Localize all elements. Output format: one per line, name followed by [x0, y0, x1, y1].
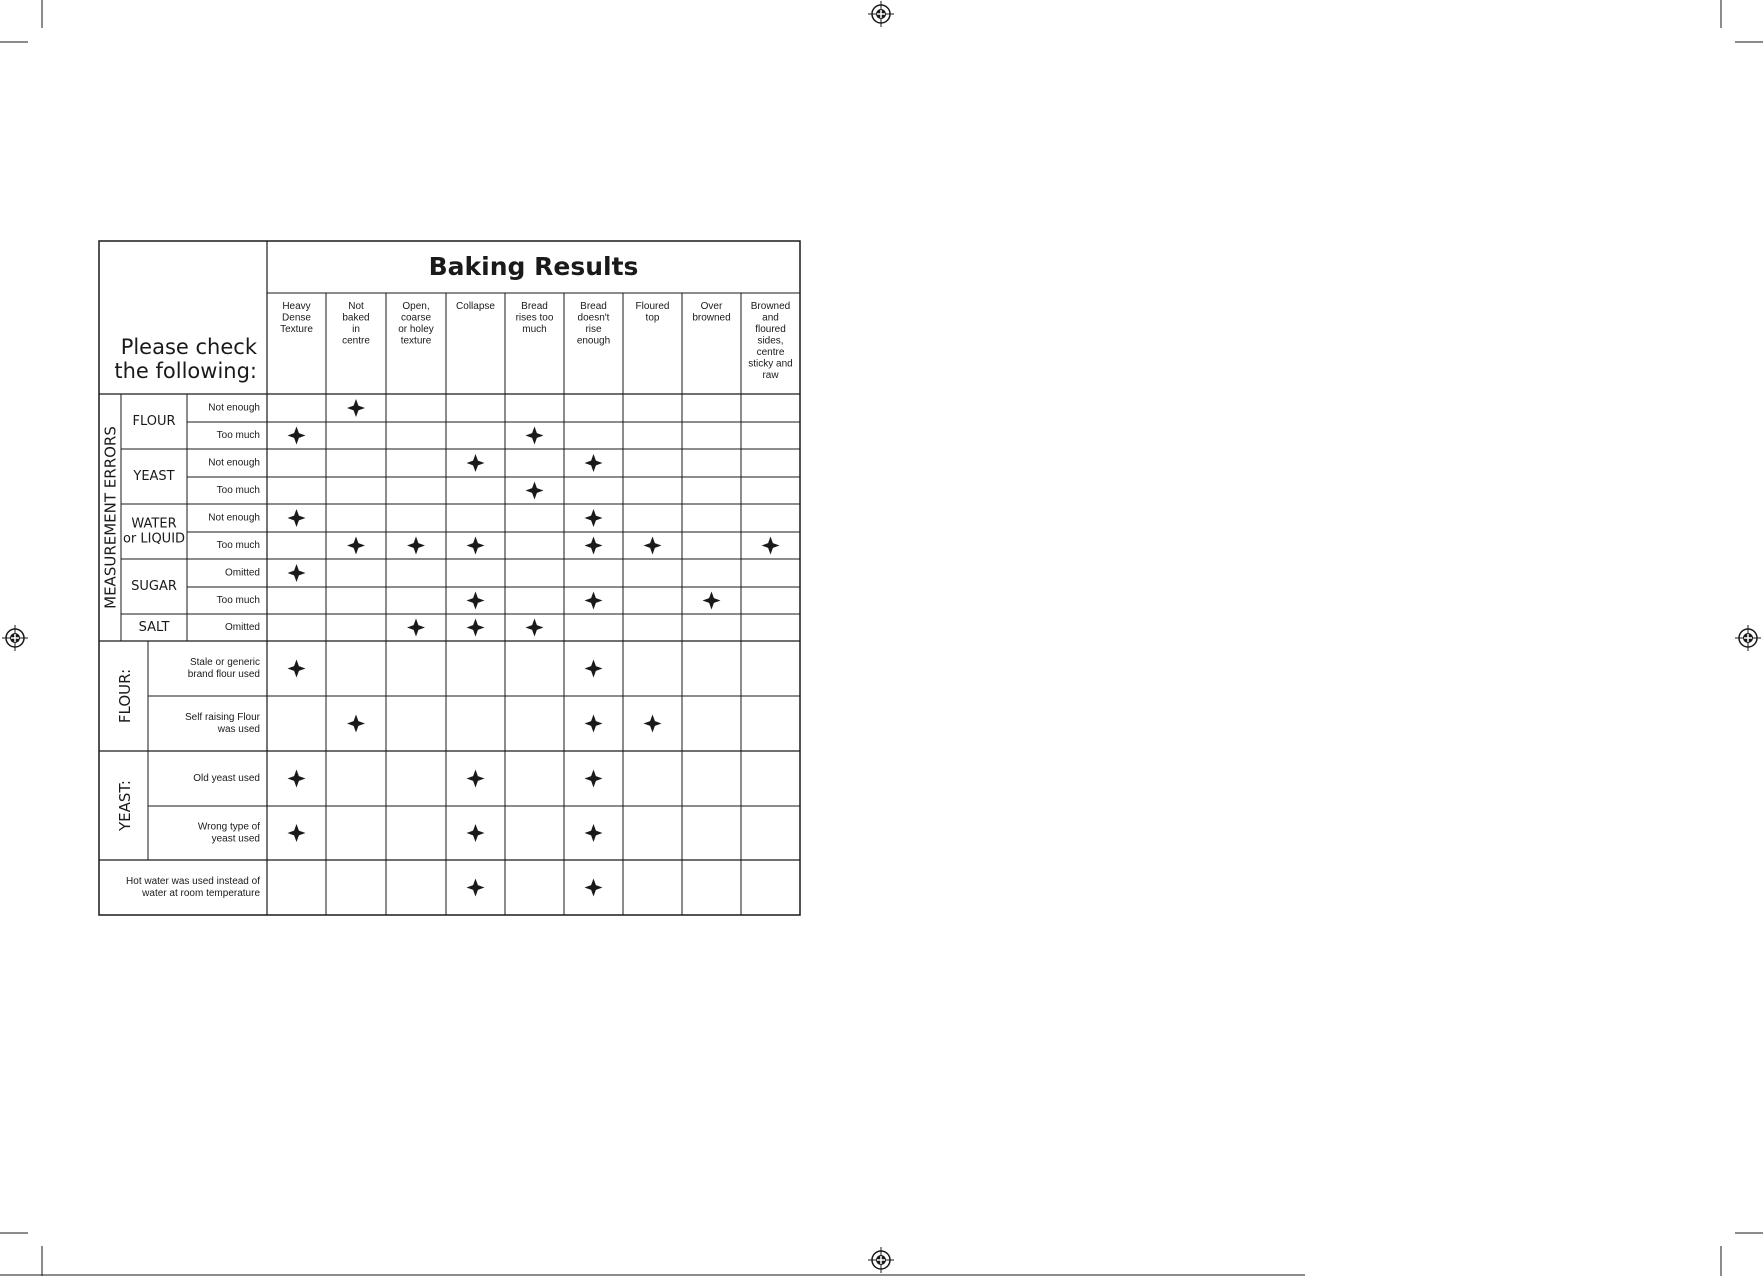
section-title-flour: FLOUR:: [116, 668, 134, 724]
four-point-star-icon: [347, 715, 365, 733]
four-point-star-icon: [467, 619, 485, 637]
four-point-star-icon: [288, 564, 306, 582]
four-point-star-icon: [467, 537, 485, 555]
four-point-star-icon: [407, 537, 425, 555]
four-point-star-icon: [585, 770, 603, 788]
four-point-star-icon: [467, 879, 485, 897]
four-point-star-icon: [762, 537, 780, 555]
four-point-star-icon: [288, 660, 306, 678]
four-point-star-icon: [585, 509, 603, 527]
four-point-star-icon: [585, 537, 603, 555]
please-check-prompt: Please check the following:: [114, 335, 257, 383]
row-label: Wrong type of yeast used: [197, 821, 260, 845]
section-title-yeast: YEAST:: [116, 780, 134, 831]
four-point-star-icon: [288, 770, 306, 788]
four-point-star-icon: [347, 399, 365, 417]
four-point-star-icon: [288, 509, 306, 527]
four-point-star-icon: [585, 879, 603, 897]
row-label: Not enough: [208, 457, 260, 469]
row-label: Stale or generic brand flour used: [187, 657, 260, 681]
column-header: Not baked in centre: [342, 301, 370, 347]
row-label: Too much: [216, 485, 260, 497]
four-point-star-icon: [467, 592, 485, 610]
row-label: Self raising Flour was used: [184, 712, 260, 736]
four-point-star-icon: [526, 427, 544, 445]
four-point-star-icon: [288, 824, 306, 842]
row-label: Too much: [216, 540, 260, 552]
group-label: SALT: [138, 620, 170, 635]
group-label: WATER or LIQUID: [122, 516, 186, 547]
four-point-star-icon: [288, 427, 306, 445]
four-point-star-icon: [585, 660, 603, 678]
four-point-star-icon: [644, 715, 662, 733]
row-label: Hot water was used instead of water at room temperature: [126, 876, 260, 900]
four-point-star-icon: [585, 824, 603, 842]
row-label: Not enough: [208, 512, 260, 524]
row-label: Too much: [216, 430, 260, 442]
four-point-star-icon: [585, 715, 603, 733]
column-header: Browned and floured sides, centre sticky and raw: [748, 301, 793, 381]
four-point-star-icon: [585, 592, 603, 610]
four-point-star-icon: [467, 824, 485, 842]
section-title-measurement: MEASUREMENT ERRORS: [101, 426, 120, 609]
row-label: Omitted: [224, 622, 260, 634]
four-point-star-icon: [467, 770, 485, 788]
table-title: Baking Results: [428, 252, 639, 281]
four-point-star-icon: [526, 619, 544, 637]
column-header: Heavy Dense Texture: [280, 301, 313, 335]
four-point-star-icon: [644, 537, 662, 555]
column-header: Collapse: [456, 301, 495, 312]
column-header: Over browned: [692, 301, 731, 324]
four-point-star-icon: [467, 454, 485, 472]
group-label: FLOUR: [132, 414, 176, 429]
four-point-star-icon: [703, 592, 721, 610]
column-header: Bread rises too much: [515, 301, 554, 335]
four-point-star-icon: [585, 454, 603, 472]
four-point-star-icon: [407, 619, 425, 637]
column-header: Open, coarse or holey texture: [398, 301, 434, 347]
group-label: YEAST: [133, 469, 175, 484]
row-label: Too much: [216, 595, 260, 607]
row-label: Not enough: [208, 402, 260, 414]
column-header: Bread doesn't rise enough: [576, 301, 611, 347]
row-label: Omitted: [224, 567, 260, 579]
four-point-star-icon: [526, 482, 544, 500]
row-label: Old yeast used: [193, 773, 260, 785]
four-point-star-icon: [347, 537, 365, 555]
group-label: SUGAR: [131, 579, 177, 594]
column-header: Floured top: [635, 301, 670, 324]
